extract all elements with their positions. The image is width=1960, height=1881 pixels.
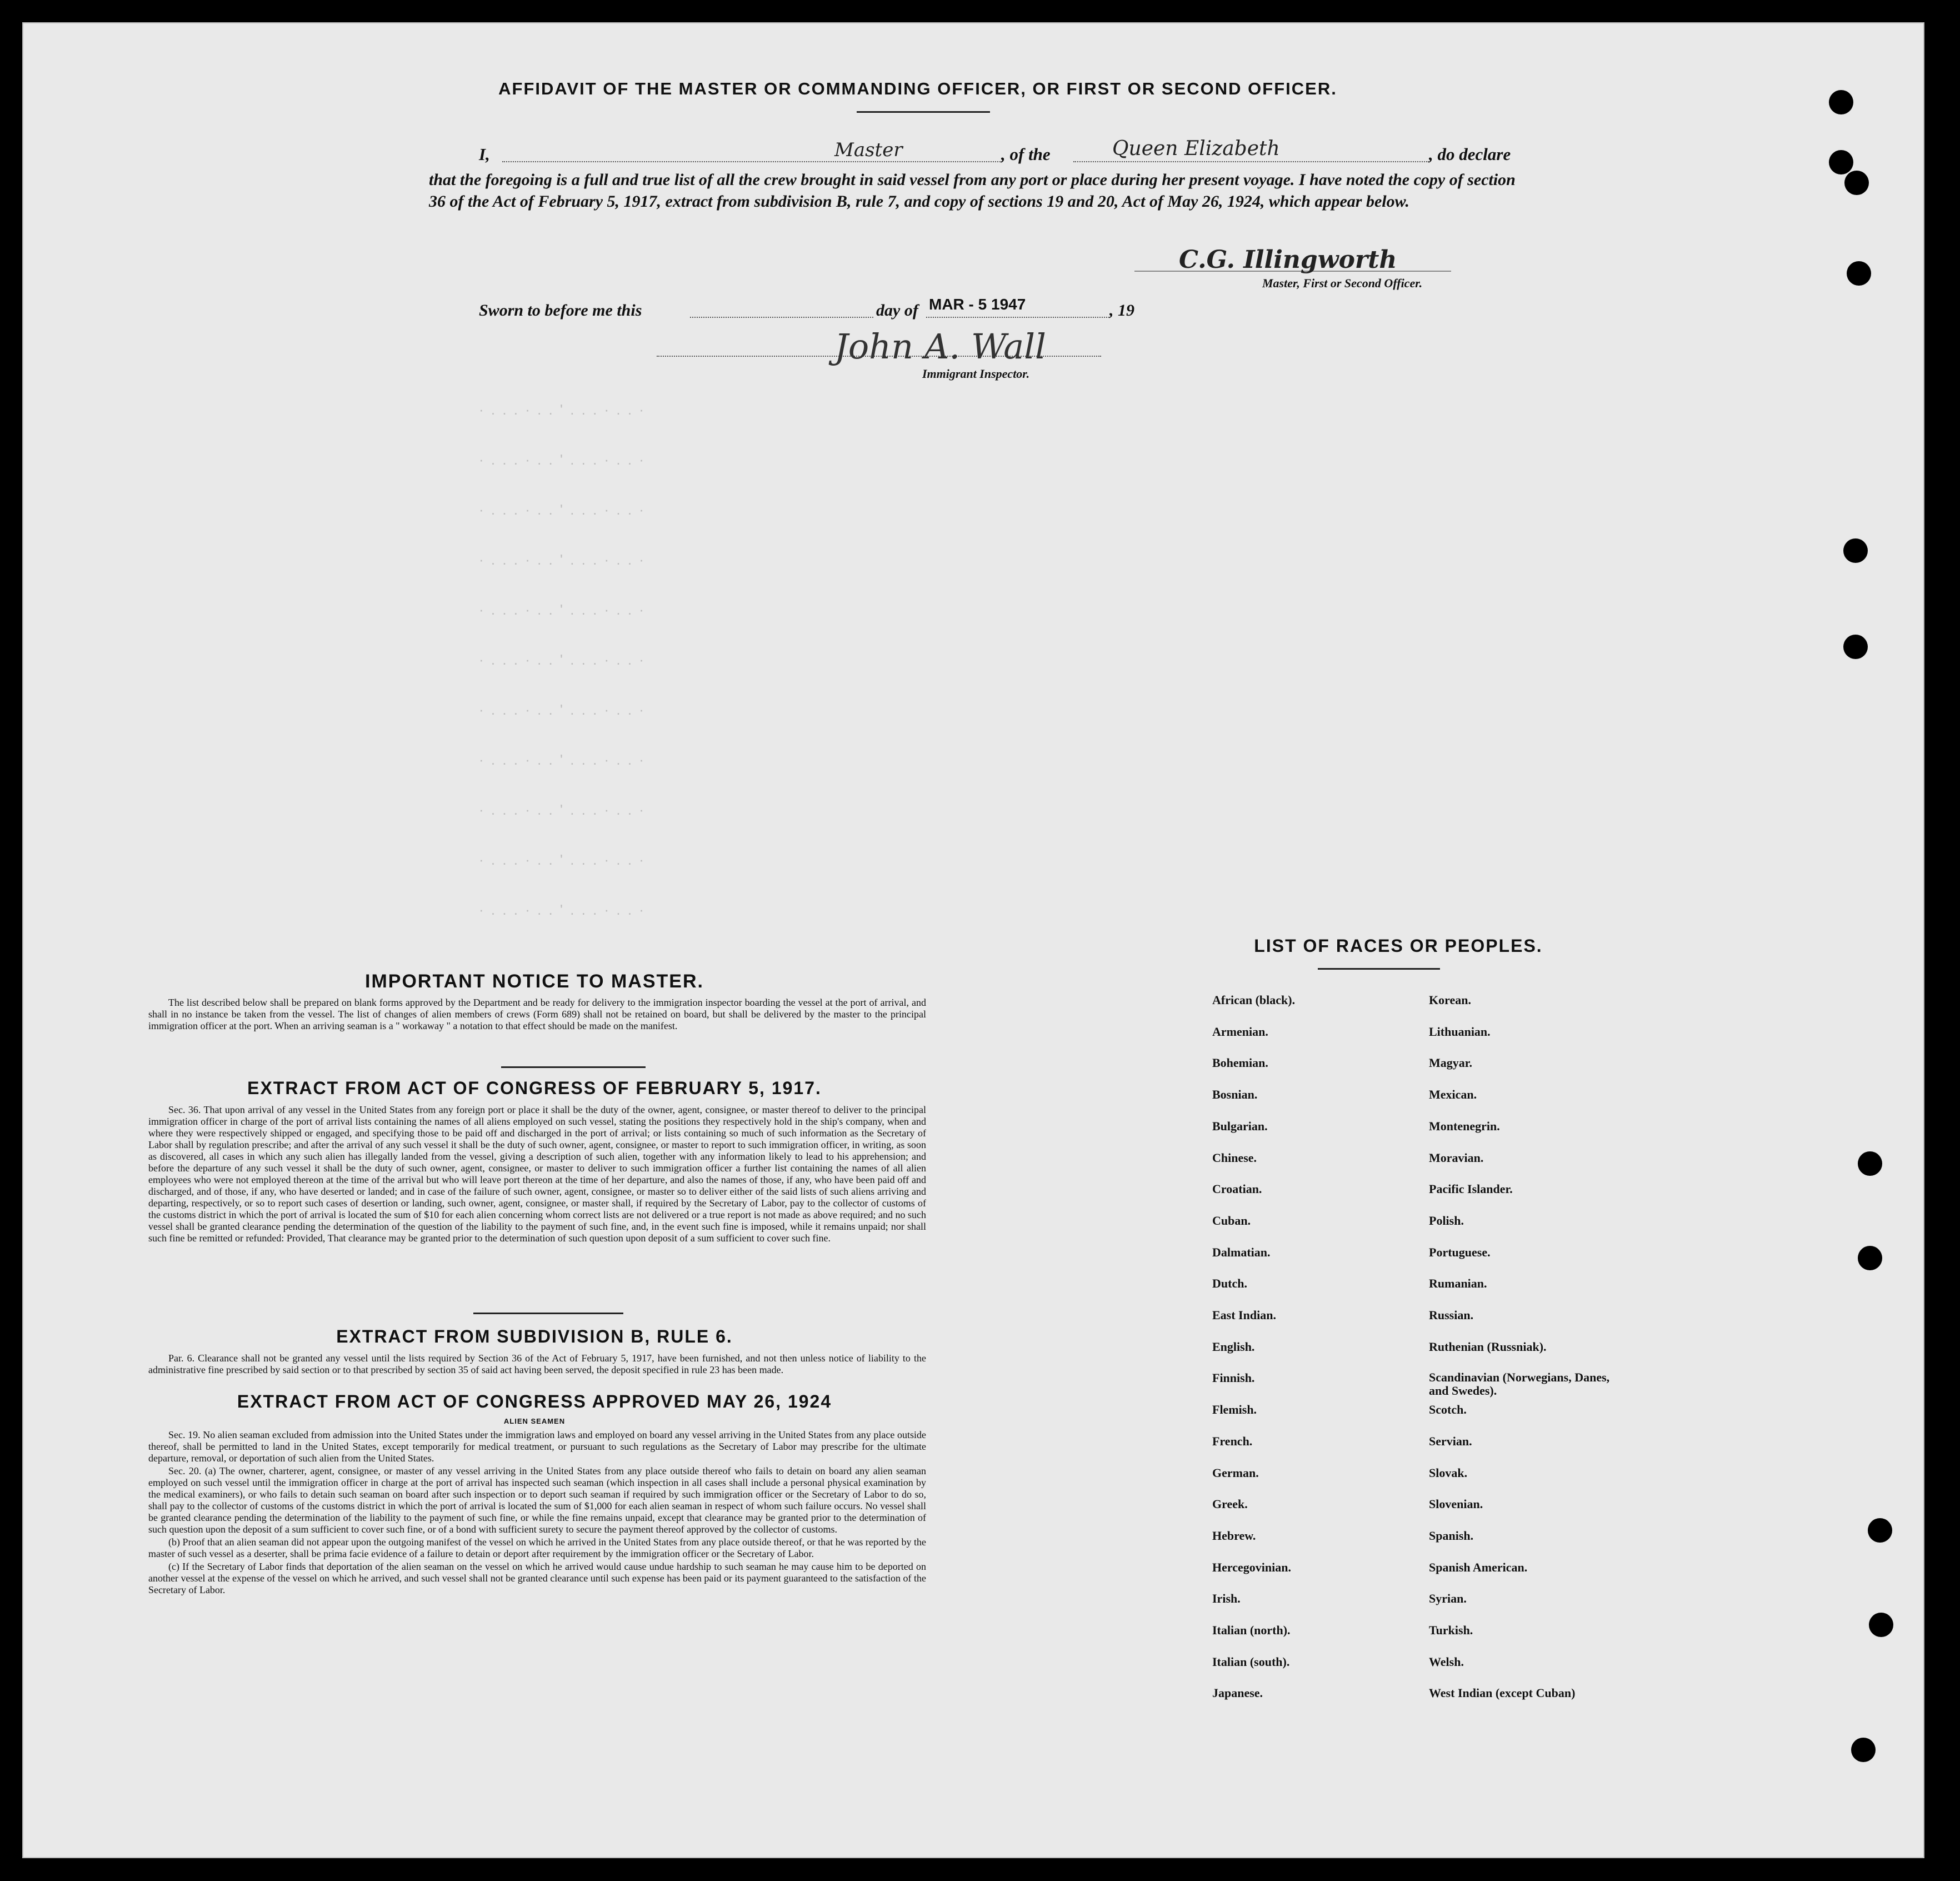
race-item: Armenian.	[1212, 1025, 1268, 1039]
race-item: Turkish.	[1429, 1623, 1473, 1637]
race-item: Chinese.	[1212, 1151, 1257, 1165]
punch-hole	[1868, 1518, 1892, 1543]
extract-1924-title: EXTRACT FROM ACT OF CONGRESS APPROVED MAY 26, 1924	[237, 1391, 832, 1411]
race-item: Hebrew.	[1212, 1529, 1256, 1543]
year-label: , 19	[1109, 301, 1134, 320]
document-page: · . . . · . . ' . . . · . . · · . . . · . . ' . . . · . . · · . . . · . . ' . . . · . . · · . . . · . . ' . . . · . . · · . . . · . . ' . . . · . . · · . . . · . . ' . . . · . . · · . . . · . . ' . . . · . . · · . . . · . . ' . . . · . . · · . . . · . . ' . . . · . . · · . . . · . . ' . . . · . . · · . . . · . . ' . . . · . . · AFFIDAVIT OF THE MASTER OR COMMANDING OFFICER, OR FIRST OR SECOND OFFICER. I, Master , of the Queen Elizabeth , do declare that the foregoing is a full and true list of all the crew brought in said vessel from any port or place during her present voyage. I have noted the copy of section 36 of the Act of February 5, 1917, extract from subdivision B, rule 7, and copy of sections 19 and 20, Act of May 26, 1924, which appear below. C.G. Illingworth Master, First or Second Officer. Sworn to before me this day of MAR - 5 1947 , 19 John A. Wall Immigrant Inspector. IMPORTANT NOTICE TO MASTER. The list described below shall be prepared on blank forms approved by the Department and be ready for delivery to the immigration inspector boarding the vessel at the port of arrival, and shall in no instance be taken from the vessel. The list of changes of alien members of crews (Form 689) shall not be retained on board, but shall be delivered by the master to the principal immigration officer at the port. When an arriving seaman is a " workaway " a notation to that effect should be made on the manifest. EXTRACT FROM ACT OF CONGRESS OF FEBRUARY 5, 1917. Sec. 36. That upon arrival of any vessel in the United States from any foreign port or place it shall be the duty of the owner, agent, consignee, or master thereof to deliver to the principal immigration officer in charge of the port of arrival lists containing the names of all aliens employed on such vessel, stating the positions they respectively hold in the ship's company, when and where they were respectively shipped or engaged, and specifying those to be paid off and discharged in the port of arrival; or lists containing so much of such information as the Secretary of Labor shall by regulation prescribe; and after the arrival of any such vessel it shall be the duty of such owner, agent, consignee, or master to report to such immigration officer, in writing, as soon as discovered, all cases in which any such alien has illegally landed from the vessel, giving a description of such alien, together with any information likely to lead to his apprehension; and before the departure of any such vessel it shall be the duty of such owner, agent, consignee, or master to deliver to such immigration officer a further list containing the names of all alien employees who were not employed thereon at the time of the arrival but who will leave port thereon at the time of her departure, and also the names of those, if any, who have been paid off and discharged, and of those, if any, who have deserted or landed; and in case of the failure of such owner, agent, consignee, or master so to deliver either of the said lists of such aliens arriving and departing, respectively, or so to report such cases of desertion or landing, such owner, agent, consignee, or master shall, if required by the Secretary of Labor, pay to the collector of customs of the customs district in which the port of arrival is located the sum of $10 for each alien concerning whom correct lists are not delivered or a true report is not made as above required; and no such vessel shall be granted clearance pending the determination of the question of the liability to the payment of such fine, and, in the event such fine is imposed, while it remains unpaid; nor shall such fine be remitted or refunded: Provided, That clearance may be granted prior to the determination of such question upon deposit of a sum sufficient to cover such fine. EXTRACT FROM SUBDIVISION B, RULE 6. Par. 6. Clearance shall not be granted any vessel until the lists required by Section 36 of the Act of February 5, 1917, have been furnished, and not then unless notice of liability to the administrative fine prescribed by said section or to that prescribed by section 35 of said act having been served, the deposit specified in rule 23 has been made. EXTRACT FROM ACT OF CONGRESS APPROVED MAY 26, 1924 ALIEN SEAMEN Sec. 19. No alien seaman excluded from admission into the United States under the immigration laws and employed on board any vessel arriving in the United States from any place outside thereof, shall be permitted to land in the United States, except temporarily for medical treatment, or pursuant to such regulations as the Secretary of Labor may prescribe for the ultimate departure, removal, or deportation of such alien from the United States. Sec. 20. (a) The owner, charterer, agent, consignee, or master of any vessel arriving in the United States from any place outside thereof who fails to detain on board any alien seaman employed on such vessel until the immigration officer in charge at the port of arrival has inspected such seaman (which inspection in all cases shall include a personal physical examination by the medical examiners), or who fails to detain such seaman on board after such inspection or to deport such seaman if required by such immigration officer or the Secretary of Labor to do so, shall pay to the collector of customs of the customs district in which the port of arrival is located the sum of $1,000 for each alien seaman in respect of whom such failure occurs. No vessel shall be granted clearance pending the determination of the liability to the payment of such fine, or while the fine remains unpaid, except that clearance may be granted prior to the determination of such question upon the deposit of a sum sufficient to cover such fine, or of a bond with sufficient surety to secure the payment thereof approved by the collector of customs. (b) Proof that an alien seaman did not appear upon the outgoing manifest of the vessel on which he arrived in the United States from any place outside thereof, or that he was reported by the master of such vessel as a deserter, shall be prima facie evidence of a failure to detain or deport after requirement by the immigration officer or the Secretary of Labor. (c) If the Secretary of Labor finds that deportation of the alien seaman on the vessel on which he arrived would cause undue hardship to such seaman he may cause him to be deported on another vessel at the expense of the vessel on which he arrived, and such vessel shall not be granted clearance until such expense has been paid or its payment guaranteed to the satisfaction of the Secretary of Labor. LIST OF RACES OR PEOPLES. African (black). Armenian. Bohemian. Bosnian. Bulgarian. Chinese. Croatian. Cuban. Dalmatian. Dutch. East Indian. English. Finnish. Flemish. French. German. Greek. Hebrew. Hercegovinian. Irish. Italian (north). Italian (south). Japanese. Korean. Lithuanian. Magyar. Mexican. Montenegrin. Moravian. Pacific Islander. Polish. Portuguese. Rumanian. Russian. Ruthenian (Russniak). Scandinavian (Norwegians, Danes, and Swedes). Scotch. Servian. Slovak. Slovenian. Spanish. Spanish American. Syrian. Turkish. Welsh. West Indian (except Cuban)	[22, 22, 1924, 1858]
race-item: Flemish.	[1212, 1403, 1257, 1416]
races-rule	[1318, 968, 1440, 970]
race-item: Russian.	[1429, 1308, 1474, 1322]
race-item: Italian (north).	[1212, 1623, 1291, 1637]
par-6-paragraph: Par. 6. Clearance shall not be granted any vessel until the lists required by Section 36 of the Act of February 5, 1917, have been furnished, and not then unless notice of liability to the administrative fine prescribed by said section or to that prescribed by section 35 of said act having been served, the deposit specified in rule 23 has been made.	[148, 1353, 926, 1375]
race-item: English.	[1212, 1340, 1255, 1354]
officer-title-line	[502, 161, 1002, 162]
race-item: Japanese.	[1212, 1686, 1263, 1700]
race-item: Magyar.	[1429, 1056, 1473, 1070]
race-item: East Indian.	[1212, 1308, 1276, 1322]
race-item: Bulgarian.	[1212, 1119, 1268, 1133]
race-item: Italian (south).	[1212, 1655, 1290, 1669]
day-of-label: day of	[876, 301, 918, 320]
extract-1924-text	[148, 1429, 926, 1597]
sec-20a-paragraph: Sec. 20. (a) The owner, charterer, agent, consignee, or master of any vessel arriving in the United States from any place outside thereof who fails to detain on board any alien seaman employed on such vessel until the immigration officer in charge at the port of arrival has inspected such seaman (which inspection in all cases shall include a personal physical examination by the medical examiners), or who fails to detain such seaman on board after such inspection or to deport such seaman if required by such immigration officer or the Secretary of Labor to do so, shall pay to the collector of customs of the customs district in which the port of arrival is located the sum of $1,000 for each alien seaman in respect of whom such failure occurs. No vessel shall be granted clearance pending the determination of the liability to the payment of such fine, or while the fine remains unpaid, except that clearance may be granted prior to the determination of such question upon the deposit of a sum sufficient to cover such fine, or of a bond with sufficient surety to secure the payment thereof approved by the collector of customs.	[148, 1465, 926, 1535]
race-item: Ruthenian (Russniak).	[1429, 1340, 1547, 1354]
race-item: Dalmatian.	[1212, 1245, 1271, 1259]
rule-6-text	[148, 1353, 926, 1377]
race-item: Korean.	[1429, 993, 1471, 1007]
race-item: Croatian.	[1212, 1182, 1262, 1196]
punch-hole	[1858, 1246, 1882, 1270]
extract-1917-title: EXTRACT FROM ACT OF CONGRESS OF FEBRUARY 5, 1917.	[247, 1078, 822, 1098]
affidavit-i: I,	[479, 144, 490, 164]
of-the-label: , of the	[1001, 144, 1051, 164]
race-item: Scotch.	[1429, 1403, 1467, 1416]
race-item: Mexican.	[1429, 1087, 1477, 1101]
punch-hole	[1829, 90, 1853, 114]
race-item: Cuban.	[1212, 1214, 1251, 1228]
race-item: African (black).	[1212, 993, 1296, 1007]
extract-1917-text	[148, 1104, 926, 1245]
race-item: Moravian.	[1429, 1151, 1484, 1165]
race-item: Irish.	[1212, 1591, 1241, 1605]
vessel-line	[1073, 161, 1429, 162]
notice-paragraph: The list described below shall be prepared on blank forms approved by the Department and be ready for delivery to the immigration inspector boarding the vessel at the port of arrival, and shall in no instance be taken from the vessel. The list of changes of alien members of crews (Form 689) shall not be retained on board, but shall be delivered by the master to the principal immigration officer at the port. When an arriving seaman is a " workaway " a notation to that effect should be made on the manifest.	[148, 997, 926, 1031]
sworn-day-line	[690, 317, 873, 318]
affidavit-body: that the foregoing is a full and true list of all the crew brought in said vessel from any port or place during her present voyage. I have noted the copy of section 36 of the Act of February 5, 1917, extract from subdivision B, rule 7, and copy of sections 19 and 20, Act of May 26, 1924, which appear below.	[429, 171, 1516, 211]
sworn-label: Sworn to before me this	[479, 301, 642, 320]
race-item: Welsh.	[1429, 1655, 1464, 1669]
signature-caption: Master, First or Second Officer.	[1262, 276, 1423, 290]
sec-36-paragraph: Sec. 36. That upon arrival of any vessel in the United States from any foreign port or place it shall be the duty of the owner, agent, consignee, or master thereof to deliver to the principal immigration officer in charge of the port of arrival lists containing the names of all aliens employed on such vessel, stating the positions they respectively hold in the ship's company, when and where they were respectively shipped or engaged, and specifying those to be paid off and discharged in the port of arrival; or lists containing so much of such information as the Secretary of Labor shall by regulation prescribe; and after the arrival of any such vessel it shall be the duty of such owner, agent, consignee, or master to report to such immigration officer, in writing, as soon as discovered, all cases in which any such alien has illegally landed from the vessel, giving a description of such alien, together with any information likely to lead to his apprehension; and before the departure of any such vessel it shall be the duty of such owner, agent, consignee, or master to deliver to such immigration officer a further list containing the names of all alien employees who were not employed thereon at the time of the arrival but who will leave port thereon at the time of her departure, and also the names of those, if any, who have been paid off and discharged, and of those, if any, who have deserted or landed; and in case of the failure of such owner, agent, consignee, or master so to deliver either of the said lists of such aliens arriving and departing, respectively, or so to report such cases of desertion or landing, such owner, agent, consignee, or master shall, if required by the Secretary of Labor, pay to the collector of customs of the customs district in which the port of arrival is located the sum of $10 for each alien concerning whom correct lists are not delivered or a true report is not made as above required; and no such vessel shall be granted clearance pending the determination of the question of the liability to the payment of such fine, and, in the event such fine is imposed, while it remains unpaid; nor shall such fine be remitted or refunded: Provided, That clearance may be granted prior to the determination of such question upon deposit of a sum sufficient to cover such fine.	[148, 1104, 926, 1244]
race-item: Lithuanian.	[1429, 1025, 1491, 1039]
race-item: Slovenian.	[1429, 1497, 1483, 1511]
inspector-caption: Immigrant Inspector.	[922, 367, 1030, 381]
race-item: Spanish American.	[1429, 1560, 1528, 1574]
punch-hole	[1843, 635, 1868, 659]
punch-hole	[1869, 1613, 1893, 1637]
race-item: Dutch.	[1212, 1276, 1247, 1290]
race-item: Finnish.	[1212, 1371, 1255, 1385]
master-signature: C.G. Illingworth	[1179, 246, 1397, 274]
do-declare-label: , do declare	[1429, 144, 1511, 164]
race-item: Hercegovinian.	[1212, 1560, 1291, 1574]
race-item: Servian.	[1429, 1434, 1472, 1448]
race-item: Bohemian.	[1212, 1056, 1268, 1070]
date-stamp: MAR - 5 1947	[929, 296, 1026, 313]
race-item: French.	[1212, 1434, 1253, 1448]
heading-rule	[857, 111, 990, 113]
race-item: Bosnian.	[1212, 1087, 1258, 1101]
punch-hole	[1829, 150, 1853, 174]
punch-hole	[1844, 171, 1869, 195]
race-item: Slovak.	[1429, 1466, 1468, 1480]
punch-hole	[1847, 261, 1871, 286]
race-item: Portuguese.	[1429, 1245, 1491, 1259]
race-item: Spanish.	[1429, 1529, 1474, 1543]
rule-6-title: EXTRACT FROM SUBDIVISION B, RULE 6.	[336, 1326, 733, 1346]
punch-hole	[1858, 1151, 1882, 1176]
race-item: West Indian (except Cuban)	[1429, 1686, 1576, 1700]
sec-20b-paragraph: (b) Proof that an alien seaman did not appear upon the outgoing manifest of the vessel on which he arrived in the United States from any place outside thereof, or that he was reported by the master of such vessel as a deserter, shall be prima facie evidence of a failure to detain or deport after requirement by the immigration officer or the Secretary of Labor.	[148, 1536, 926, 1559]
sec-19-paragraph: Sec. 19. No alien seaman excluded from admission into the United States under the immigration laws and employed on board any vessel arriving in the United States from any place outside thereof, shall be permitted to land in the United States, except temporarily for medical treatment, or pursuant to such regulations as the Secretary of Labor may prescribe for the ultimate departure, removal, or deportation of such alien from the United States.	[148, 1429, 926, 1464]
race-item: Montenegrin.	[1429, 1119, 1500, 1133]
race-item: Scandinavian (Norwegians, Danes, and Swedes).	[1429, 1370, 1610, 1398]
race-item: Polish.	[1429, 1214, 1464, 1228]
punch-hole	[1843, 538, 1868, 563]
sworn-month-line	[926, 317, 1109, 318]
inspector-signature: John A. Wall	[834, 326, 1046, 367]
vessel-name-handwriting: Queen Elizabeth	[1112, 137, 1280, 160]
notice-text	[148, 997, 926, 1033]
sec-20c-paragraph: (c) If the Secretary of Labor finds that deportation of the alien seaman on the vessel on which he arrived would cause undue hardship to such seaman he may cause him to be deported on another vessel at the expense of the vessel on which he arrived, and such vessel shall not be granted clearance until such expense has been paid or its payment guaranteed to the satisfaction of the Secretary of Labor.	[148, 1561, 926, 1595]
affidavit-heading: AFFIDAVIT OF THE MASTER OR COMMANDING OFFICER, OR FIRST OR SECOND OFFICER.	[498, 79, 1337, 98]
officer-title-handwriting: Master	[834, 139, 903, 161]
race-item: German.	[1212, 1466, 1259, 1480]
alien-seamen-subtitle: ALIEN SEAMEN	[503, 1417, 566, 1425]
race-item: Greek.	[1212, 1497, 1248, 1511]
section-rule	[473, 1313, 623, 1314]
section-rule	[501, 1066, 646, 1068]
race-item: Syrian.	[1429, 1591, 1467, 1605]
races-title: LIST OF RACES OR PEOPLES.	[1254, 936, 1543, 956]
punch-hole	[1851, 1738, 1876, 1762]
race-item: Rumanian.	[1429, 1276, 1487, 1290]
race-item: Pacific Islander.	[1429, 1182, 1513, 1196]
notice-title: IMPORTANT NOTICE TO MASTER.	[365, 971, 704, 992]
